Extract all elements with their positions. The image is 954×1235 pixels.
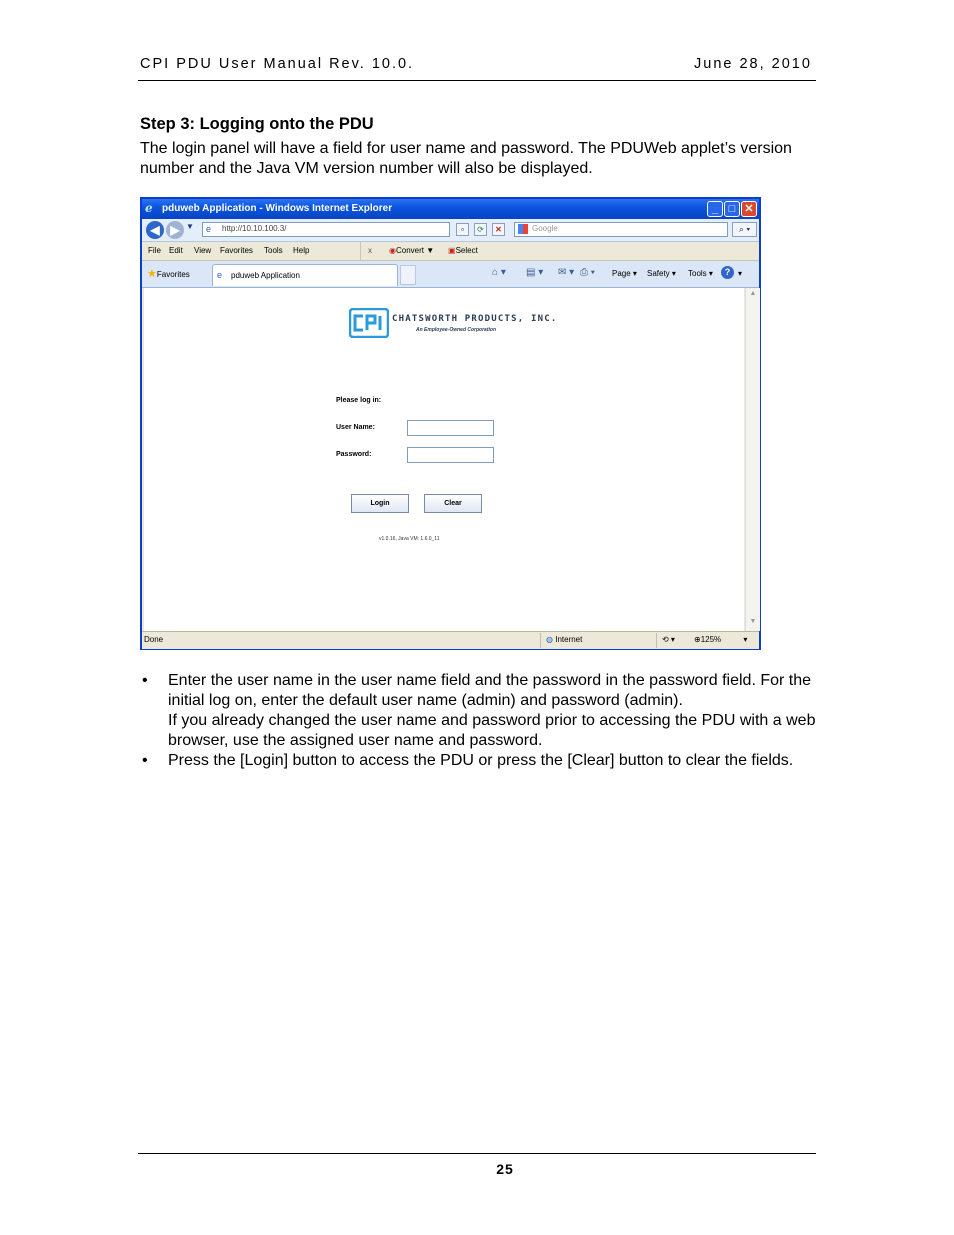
header-title: CPI PDU User Manual Rev. 10.0. xyxy=(140,56,415,72)
back-button[interactable]: ◀ xyxy=(146,221,164,239)
login-button[interactable]: Login xyxy=(351,494,409,513)
zoom-level: 125% xyxy=(700,635,722,644)
tab-page-icon: e xyxy=(217,270,223,280)
history-dropdown-icon[interactable]: ▼ xyxy=(186,222,194,231)
mail-icon[interactable]: ✉ ▾ xyxy=(558,267,575,278)
page-number: 25 xyxy=(496,1161,514,1177)
menu-edit[interactable]: Edit xyxy=(169,246,183,255)
list-item-text: Enter the user name in the user name field and the password in the password field. For the initial log on, enter the default user name (admin) and password (admin). xyxy=(168,672,812,709)
status-done: Done xyxy=(144,635,164,644)
star-icon: ★ xyxy=(147,268,157,280)
google-icon xyxy=(518,224,528,234)
compatibility-icon[interactable]: ▫ xyxy=(456,223,469,236)
page-menu-label: Page xyxy=(612,269,631,278)
username-input[interactable] xyxy=(407,420,494,436)
tools-menu-label: Tools xyxy=(688,269,707,278)
zoom-dropdown-icon: ▾ xyxy=(743,635,748,644)
maximize-button[interactable]: □ xyxy=(724,201,740,217)
convert-label: Convert xyxy=(395,246,424,255)
login-prompt: Please log in: xyxy=(336,397,382,404)
window-titlebar xyxy=(142,199,759,219)
safety-menu[interactable]: Safety ▾ xyxy=(647,269,676,278)
forward-button[interactable]: ▶ xyxy=(166,221,184,239)
scroll-up-icon[interactable]: ▲ xyxy=(749,290,757,297)
convert-icon: ◉ xyxy=(389,246,396,255)
page-menu[interactable]: Page ▾ xyxy=(612,269,637,278)
page-content xyxy=(144,288,744,631)
section-intro: The login panel will have a field for user name and password. The PDUWeb applet’s version number and the Java VM version number will also be displayed. xyxy=(140,140,792,177)
header-date: June 28, 2010 xyxy=(694,56,812,72)
select-button[interactable] xyxy=(448,246,478,255)
clear-button[interactable]: Clear xyxy=(424,494,482,513)
zoom-icon: ⊕ xyxy=(694,635,701,644)
status-separator-2 xyxy=(656,633,657,648)
page-icon: e xyxy=(206,224,212,234)
bullet-icon: • xyxy=(142,672,148,689)
status-separator xyxy=(540,633,541,648)
menu-view[interactable]: View xyxy=(194,246,212,255)
menu-bar xyxy=(142,242,759,261)
home-icon[interactable]: ⌂ ▾ xyxy=(492,267,506,278)
new-tab-button[interactable] xyxy=(400,265,416,285)
toolbar-close-icon[interactable]: x xyxy=(368,246,372,255)
minimize-button[interactable]: _ xyxy=(707,201,723,217)
menu-file[interactable]: File xyxy=(148,246,161,255)
tab-pduweb[interactable] xyxy=(212,264,398,286)
zone-label: Internet xyxy=(555,635,583,644)
close-button[interactable]: ✕ xyxy=(741,201,757,217)
vertical-scrollbar[interactable] xyxy=(745,288,760,631)
feeds-icon[interactable]: ▤ ▾ xyxy=(526,267,544,278)
section-title: Step 3: Logging onto the PDU xyxy=(140,115,374,133)
window-title: pduweb Application - Windows Internet Explorer xyxy=(162,203,393,214)
url-text: http://10.10.100.3/ xyxy=(222,224,287,233)
version-text: v1.0.16, Java VM: 1.6.0_11 xyxy=(379,536,440,542)
safety-menu-label: Safety xyxy=(647,269,670,278)
company-tagline: An Employee-Owned Corporation xyxy=(416,327,497,333)
status-bar xyxy=(142,631,759,649)
list-item xyxy=(140,671,816,751)
search-input[interactable] xyxy=(514,222,728,237)
list-item xyxy=(140,751,816,771)
address-bar xyxy=(142,219,759,242)
tools-menu[interactable]: Tools ▾ xyxy=(688,269,713,278)
scroll-down-icon[interactable]: ▼ xyxy=(749,618,757,625)
ie-icon: e xyxy=(145,201,153,215)
globe-icon: ◍ xyxy=(546,635,553,644)
print-icon[interactable]: ⎙ ▾ xyxy=(580,267,595,278)
convert-button[interactable] xyxy=(389,246,434,255)
tab-row xyxy=(142,261,759,288)
zoom-control[interactable] xyxy=(694,635,747,644)
help-icon[interactable]: ? xyxy=(721,266,734,279)
select-icon: ▣ xyxy=(448,246,456,255)
refresh-icon[interactable]: ⟳ xyxy=(474,223,487,236)
browser-screenshot xyxy=(140,197,761,650)
search-button[interactable]: ⌕ ▾ xyxy=(732,222,757,237)
help-dropdown-icon[interactable]: ▾ xyxy=(738,269,743,278)
protected-mode-icon[interactable]: ⟲ ▾ xyxy=(662,635,675,644)
zone-indicator xyxy=(546,635,582,644)
select-label: Select xyxy=(455,246,478,255)
password-label: Password: xyxy=(336,451,372,458)
favorites-button[interactable] xyxy=(147,267,190,280)
search-placeholder: Google xyxy=(532,224,558,233)
footer-rule xyxy=(138,1153,816,1154)
list-item-text: Press the [Login] button to access the PDU or press the [Clear] button to clear the fields. xyxy=(168,752,794,769)
tab-title: pduweb Application xyxy=(231,271,300,280)
menu-separator xyxy=(360,242,361,260)
url-input[interactable] xyxy=(202,222,450,237)
favorites-label: Favorites xyxy=(156,270,190,279)
list-item-text-2: If you already changed the user name and password prior to accessing the PDU with a web browser, use the assigned user name and password. xyxy=(168,712,816,749)
convert-dropdown-icon: ▼ xyxy=(426,246,435,255)
username-label: User Name: xyxy=(336,424,375,431)
bullet-icon: • xyxy=(142,752,148,769)
cpi-logo xyxy=(349,308,389,338)
header-rule xyxy=(138,80,816,81)
stop-icon[interactable]: ✕ xyxy=(492,223,505,236)
instruction-list xyxy=(140,671,816,771)
password-input[interactable] xyxy=(407,447,494,463)
menu-favorites[interactable]: Favorites xyxy=(220,246,253,255)
menu-help[interactable]: Help xyxy=(293,246,310,255)
company-name: CHATSWORTH PRODUCTS, INC. xyxy=(392,314,558,324)
menu-tools[interactable]: Tools xyxy=(264,246,283,255)
